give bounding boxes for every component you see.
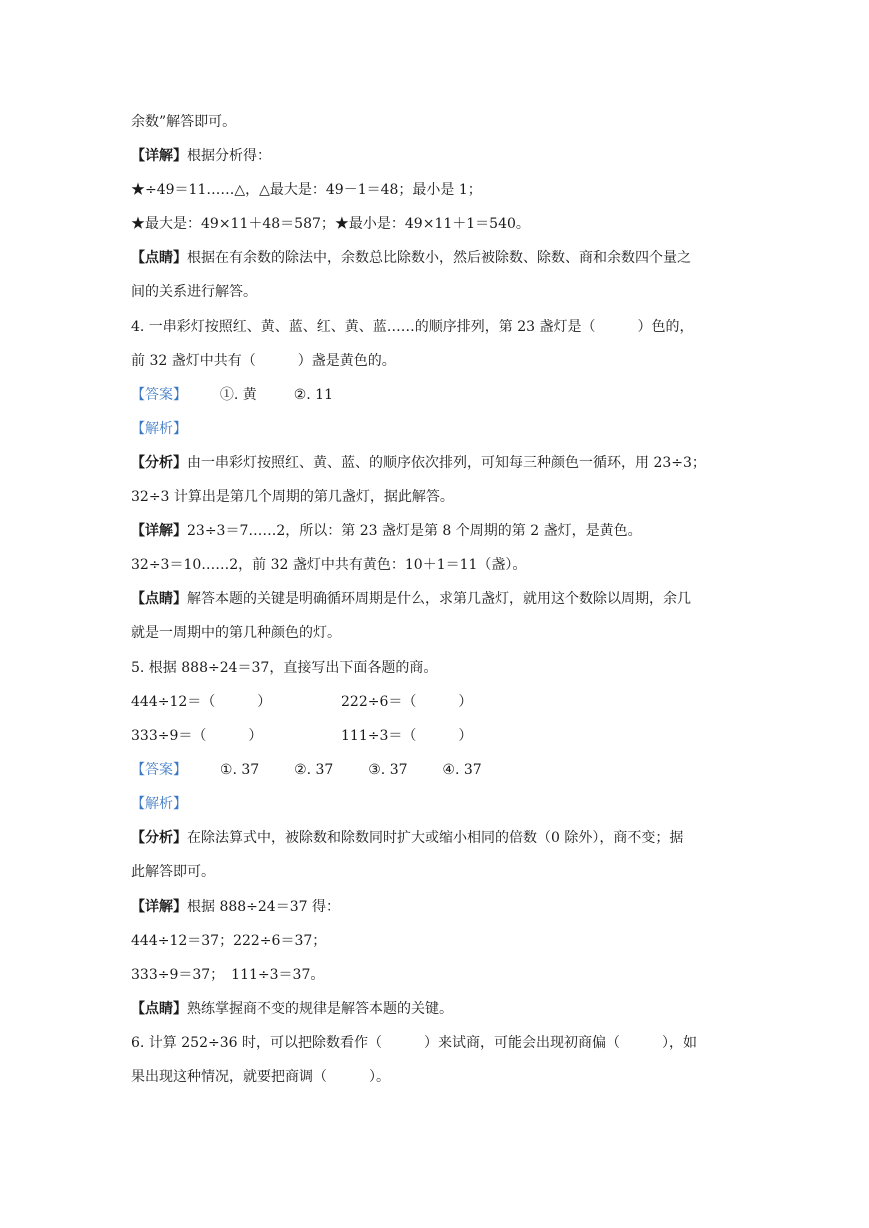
answer-item: ①. 黄	[219, 387, 257, 403]
tip-tag: 【点睛】	[131, 1001, 187, 1017]
analysis-header	[131, 419, 187, 439]
answer-line	[131, 760, 482, 780]
detail-text: 根据 888÷24＝37 得：	[187, 899, 340, 915]
analysis-sub-tag: 【分析】	[131, 455, 187, 471]
tip-text: 根据在有余数的除法中，余数总比除数小，然后被除数、除数、商和余数四个量之	[187, 250, 691, 266]
question-4: 4. 一串彩灯按照红、黄、蓝、红、黄、蓝……的顺序排列，第 23 盏灯是（ ）色的，	[131, 319, 694, 335]
answer-tag: 【答案】	[131, 762, 187, 778]
tip-text: 解答本题的关键是明确循环周期是什么，求第几盏灯，就用这个数除以周期，余几	[187, 591, 691, 607]
analysis-text: 在除法算式中，被除数和除数同时扩大或缩小相同的倍数（0 除外），商不变；据	[187, 830, 684, 846]
detail-line	[131, 146, 271, 166]
question-6: 6. 计算 252÷36 时，可以把除数看作（ ）来试商，可能会出现初商偏（ ），如	[131, 1035, 697, 1051]
answer-item: ④. 37	[442, 762, 482, 778]
tip-line	[131, 999, 453, 1019]
tip-tag: 【点睛】	[131, 591, 187, 607]
detail-tag: 【详解】	[131, 523, 187, 539]
detail-text: 根据分析得：	[187, 148, 271, 164]
text-line: ★最大是：49×11＋48＝587；★最小是：49×11＋1＝540。	[131, 216, 530, 232]
text-line: ★÷49＝11……△，△最大是：49－1＝48；最小是 1；	[131, 182, 482, 198]
tip-text: 熟练掌握商不变的规律是解答本题的关键。	[187, 1001, 453, 1017]
analysis-line	[131, 453, 706, 473]
analysis-tag: 【解析】	[131, 421, 187, 437]
answer-item: ②. 37	[294, 762, 334, 778]
answer-tag: 【答案】	[131, 387, 187, 403]
detail-line	[131, 521, 642, 541]
detail-text: 23÷3＝7……2，所以：第 23 盏灯是第 8 个周期的第 2 盏灯，是黄色。	[187, 523, 642, 539]
detail-tag: 【详解】	[131, 899, 187, 915]
question-4-cont: 前 32 盏灯中共有（ ）盏是黄色的。	[131, 353, 396, 369]
question-6-cont: 果出现这种情况，就要把商调（ ）。	[131, 1069, 390, 1085]
text-line: 余数”解答即可。	[131, 114, 237, 130]
expression: 222÷6＝（ ）	[341, 694, 473, 710]
analysis-header	[131, 794, 187, 814]
expression: 111÷3＝（ ）	[341, 728, 473, 744]
tip-line	[131, 248, 691, 268]
question-5-row	[131, 726, 472, 746]
text-line: 就是一周期中的第几种颜色的灯。	[131, 625, 341, 641]
answer-item: ①. 37	[219, 762, 260, 778]
text-line: 32÷3 计算出是第几个周期的第几盏灯，据此解答。	[131, 489, 454, 505]
answer-item: ③. 37	[368, 762, 408, 778]
tip-tag: 【点睛】	[131, 250, 187, 266]
analysis-sub-tag: 【分析】	[131, 830, 187, 846]
answer-line	[131, 385, 333, 405]
text-line: 此解答即可。	[131, 864, 215, 880]
answer-item: ②. 11	[293, 387, 333, 403]
expression: 444÷12＝（ ）	[131, 694, 272, 710]
question-5: 5. 根据 888÷24＝37，直接写出下面各题的商。	[131, 660, 438, 676]
analysis-text: 由一串彩灯按照红、黄、蓝、的顺序依次排列，可知每三种颜色一循环，用 23÷3；	[187, 455, 706, 471]
question-5-row	[131, 692, 472, 712]
detail-line	[131, 897, 340, 917]
tip-line	[131, 589, 691, 609]
text-line: 32÷3＝10……2，前 32 盏灯中共有黄色：10＋1＝11（盏）。	[131, 557, 527, 573]
analysis-line	[131, 828, 683, 848]
text-line: 间的关系进行解答。	[131, 284, 257, 300]
text-line: 444÷12＝37；222÷6＝37；	[131, 933, 327, 949]
detail-tag: 【详解】	[131, 148, 187, 164]
text-line: 333÷9＝37； 111÷3＝37。	[131, 967, 325, 983]
expression: 333÷9＝（ ）	[131, 728, 263, 744]
analysis-tag: 【解析】	[131, 796, 187, 812]
